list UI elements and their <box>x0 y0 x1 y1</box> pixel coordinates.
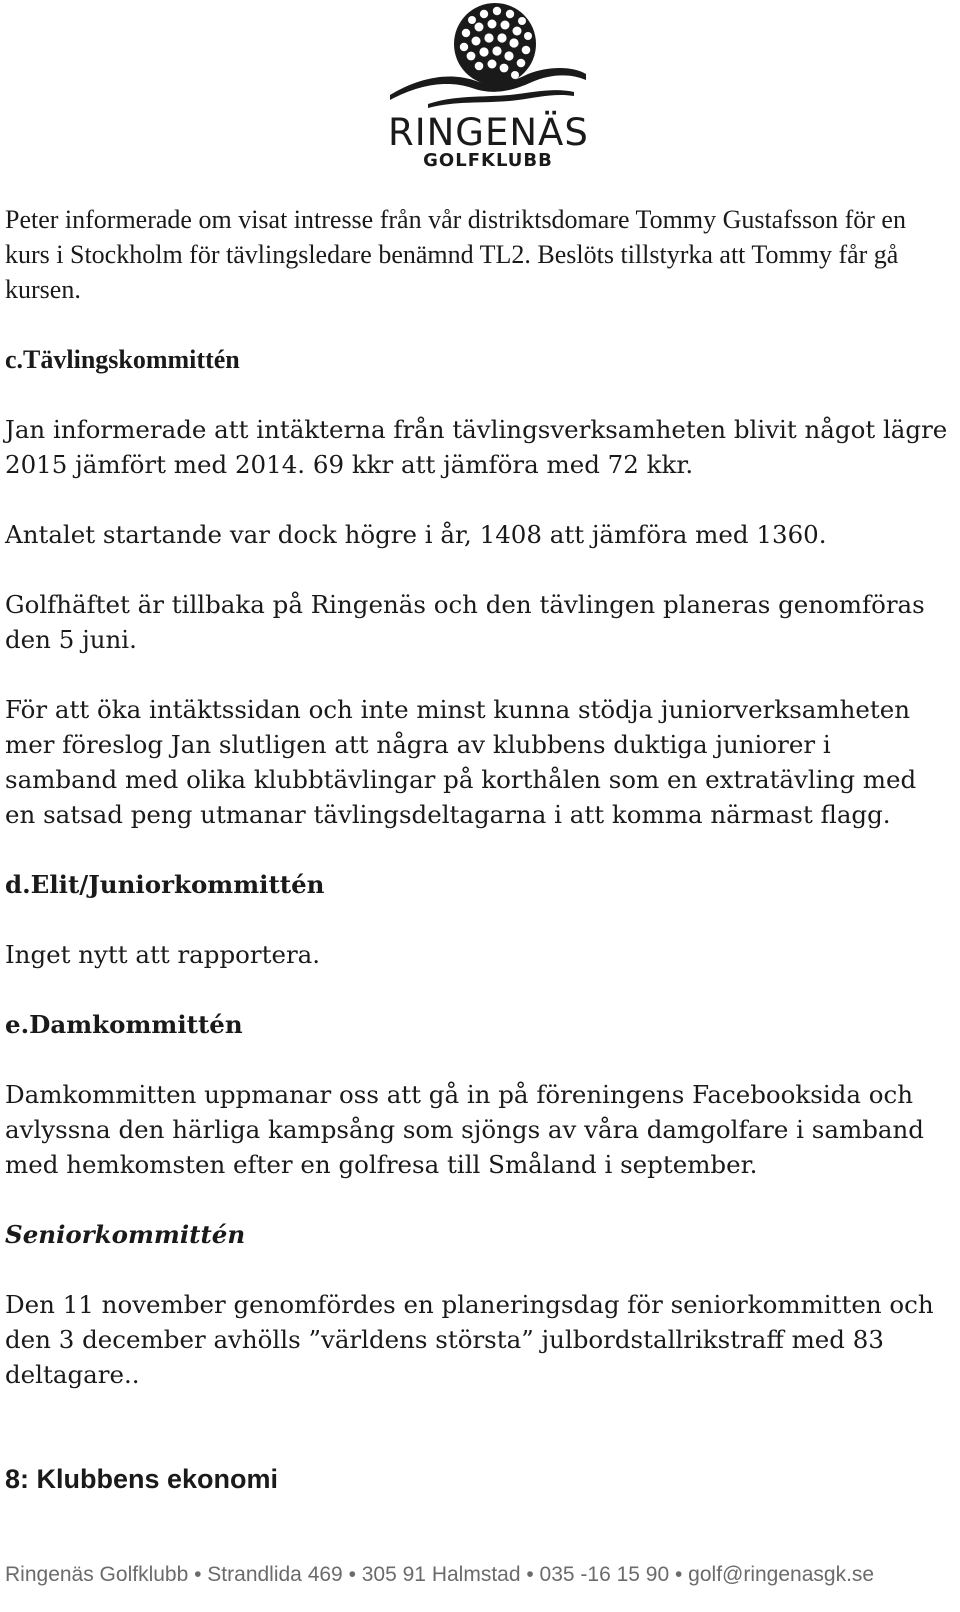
paragraph-ladies: Damkommitten uppmanar oss att gå in på föreningens Facebooksida och avlyssna den härliga kampsång som sjöngs av våra damgolfare i samband med hemkomsten efter en golfresa till Småland i september. <box>5 1080 924 1179</box>
paragraph-nothing-new: Inget nytt att rapportera. <box>5 940 321 969</box>
logo-name: RINGENÄS <box>388 111 589 154</box>
logo-subtitle: GOLFKLUBB <box>423 150 553 171</box>
heading-ladies-committee: e.Damkommittén <box>5 1010 243 1039</box>
minutes-body <box>5 202 950 1427</box>
golf-ball-icon <box>388 0 588 112</box>
heading-competition-committee: c.Tävlingskommittén <box>5 345 240 374</box>
paragraph-junior-income: För att öka intäktssidan och inte minst kunna stödja juniorverksamheten mer föreslog Jan slutligen att några av klubbens duktiga juniorer i samband med olika klubbtävlingar på korthålen som en extratävling med en satsad peng utmanar tävlingsdeltagarna i att komma närmast flagg. <box>5 695 917 829</box>
paragraph-golfhaftet: Golfhäftet är tillbaka på Ringenäs och den tävlingen planeras genomföras den 5 juni. <box>5 590 925 654</box>
footer-contact: Ringenäs Golfklubb • Strandlida 469 • 305 91 Halmstad • 035 -16 15 90 • golf@ringenasgk.se <box>5 1563 875 1586</box>
paragraph-competition-income: Jan informerade att intäkterna från tävlingsverksamheten blivit något lägre 2015 jämfört med 2014. 69 kkr att jämföra med 72 kkr. <box>5 415 948 479</box>
paragraph-senior: Den 11 november genomfördes en planeringsdag för seniorkommitten och den 3 december avhölls ”världens största” julbordstallrikstraff med 83 deltagare.. <box>5 1290 934 1389</box>
club-logo <box>388 0 588 180</box>
heading-elite-junior-committee: d.Elit/Juniorkommittén <box>5 870 325 899</box>
section-heading-economy: 8: Klubbens ekonomi <box>5 1464 279 1494</box>
heading-senior-committee: Seniorkommittén <box>5 1220 246 1249</box>
paragraph-district-referee: Peter informerade om visat intresse från vår distriktsdomare Tommy Gustafsson för en kurs i Stockholm för tävlingsledare benämnd TL2. Beslöts tillstyrka att Tommy får gå kursen. <box>5 205 906 304</box>
paragraph-starters: Antalet startande var dock högre i år, 1408 att jämföra med 1360. <box>5 520 827 549</box>
